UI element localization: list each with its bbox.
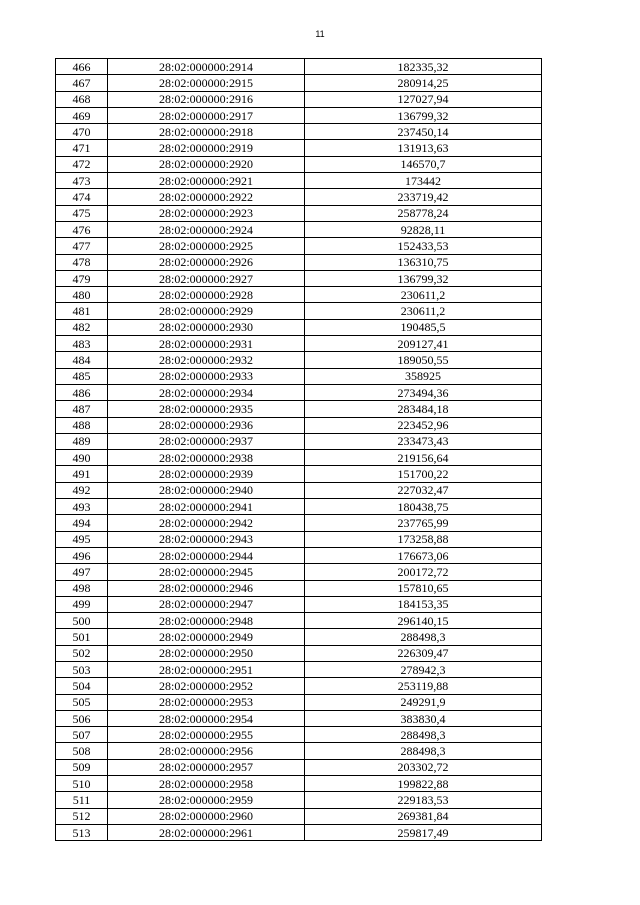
cadastral-number-cell: 28:02:000000:2924 — [108, 221, 305, 237]
cadastral-number-cell: 28:02:000000:2922 — [108, 189, 305, 205]
cadastral-number-cell: 28:02:000000:2916 — [108, 91, 305, 107]
table-row — [56, 270, 542, 286]
value-cell: 296140,15 — [305, 613, 542, 629]
table-row — [56, 189, 542, 205]
cadastral-number-cell: 28:02:000000:2920 — [108, 156, 305, 172]
value-cell: 253119,88 — [305, 678, 542, 694]
row-number-cell: 491 — [56, 466, 108, 482]
row-number-cell: 500 — [56, 613, 108, 629]
cadastral-number-cell: 28:02:000000:2918 — [108, 124, 305, 140]
value-cell: 237765,99 — [305, 515, 542, 531]
cadastral-number-cell: 28:02:000000:2940 — [108, 482, 305, 498]
row-number-cell: 474 — [56, 189, 108, 205]
row-number-cell: 480 — [56, 287, 108, 303]
cadastral-number-cell: 28:02:000000:2937 — [108, 433, 305, 449]
table-row — [56, 287, 542, 303]
cadastral-number-cell: 28:02:000000:2957 — [108, 759, 305, 775]
cadastral-number-cell: 28:02:000000:2955 — [108, 727, 305, 743]
cadastral-number-cell: 28:02:000000:2925 — [108, 238, 305, 254]
table-row — [56, 91, 542, 107]
row-number-cell: 512 — [56, 808, 108, 824]
value-cell: 182335,32 — [305, 59, 542, 75]
cadastral-number-cell: 28:02:000000:2931 — [108, 336, 305, 352]
cadastral-number-cell: 28:02:000000:2939 — [108, 466, 305, 482]
cadastral-number-cell: 28:02:000000:2948 — [108, 613, 305, 629]
page-number: 11 — [315, 29, 325, 39]
row-number-cell: 484 — [56, 352, 108, 368]
row-number-cell: 508 — [56, 743, 108, 759]
cadastral-number-cell: 28:02:000000:2914 — [108, 59, 305, 75]
table-row — [56, 319, 542, 335]
table-row — [56, 205, 542, 221]
row-number-cell: 510 — [56, 776, 108, 792]
row-number-cell: 513 — [56, 824, 108, 840]
value-cell: 136799,32 — [305, 107, 542, 123]
value-cell: 131913,63 — [305, 140, 542, 156]
row-number-cell: 467 — [56, 75, 108, 91]
row-number-cell: 475 — [56, 205, 108, 221]
value-cell: 233473,43 — [305, 433, 542, 449]
value-cell: 383830,4 — [305, 710, 542, 726]
table-row — [56, 75, 542, 91]
cadastral-number-cell: 28:02:000000:2935 — [108, 401, 305, 417]
value-cell: 219156,64 — [305, 450, 542, 466]
table-row — [56, 466, 542, 482]
cadastral-number-cell: 28:02:000000:2926 — [108, 254, 305, 270]
value-cell: 269381,84 — [305, 808, 542, 824]
cadastral-number-cell: 28:02:000000:2942 — [108, 515, 305, 531]
row-number-cell: 496 — [56, 547, 108, 563]
table-row — [56, 824, 542, 840]
cadastral-number-cell: 28:02:000000:2949 — [108, 629, 305, 645]
cadastral-number-cell: 28:02:000000:2946 — [108, 580, 305, 596]
value-cell: 233719,42 — [305, 189, 542, 205]
value-cell: 209127,41 — [305, 336, 542, 352]
row-number-cell: 509 — [56, 759, 108, 775]
cadastral-number-cell: 28:02:000000:2915 — [108, 75, 305, 91]
table-row — [56, 776, 542, 792]
table-row — [56, 368, 542, 384]
row-number-cell: 486 — [56, 384, 108, 400]
row-number-cell: 481 — [56, 303, 108, 319]
cadastral-number-cell: 28:02:000000:2960 — [108, 808, 305, 824]
table-row — [56, 499, 542, 515]
value-cell: 189050,55 — [305, 352, 542, 368]
table-row — [56, 564, 542, 580]
row-number-cell: 502 — [56, 645, 108, 661]
row-number-cell: 469 — [56, 107, 108, 123]
table-row — [56, 547, 542, 563]
table-row — [56, 140, 542, 156]
cadastral-number-cell: 28:02:000000:2951 — [108, 661, 305, 677]
table-row — [56, 792, 542, 808]
value-cell: 288498,3 — [305, 629, 542, 645]
table-row — [56, 107, 542, 123]
table-row — [56, 450, 542, 466]
value-cell: 230611,2 — [305, 287, 542, 303]
cadastral-number-cell: 28:02:000000:2921 — [108, 173, 305, 189]
value-cell: 230611,2 — [305, 303, 542, 319]
cadastral-number-cell: 28:02:000000:2961 — [108, 824, 305, 840]
value-cell: 229183,53 — [305, 792, 542, 808]
table-row — [56, 727, 542, 743]
table-row — [56, 156, 542, 172]
cadastral-number-cell: 28:02:000000:2936 — [108, 417, 305, 433]
table-row — [56, 173, 542, 189]
row-number-cell: 494 — [56, 515, 108, 531]
table-row — [56, 596, 542, 612]
row-number-cell: 466 — [56, 59, 108, 75]
table-row — [56, 336, 542, 352]
table-row — [56, 384, 542, 400]
cadastral-number-cell: 28:02:000000:2943 — [108, 531, 305, 547]
row-number-cell: 471 — [56, 140, 108, 156]
table-row — [56, 678, 542, 694]
value-cell: 127027,94 — [305, 91, 542, 107]
value-cell: 237450,14 — [305, 124, 542, 140]
cadastral-number-cell: 28:02:000000:2941 — [108, 499, 305, 515]
table-row — [56, 743, 542, 759]
cadastral-number-cell: 28:02:000000:2930 — [108, 319, 305, 335]
table-row — [56, 254, 542, 270]
table-row — [56, 645, 542, 661]
value-cell: 200172,72 — [305, 564, 542, 580]
cadastral-number-cell: 28:02:000000:2952 — [108, 678, 305, 694]
cadastral-number-cell: 28:02:000000:2938 — [108, 450, 305, 466]
value-cell: 249291,9 — [305, 694, 542, 710]
row-number-cell: 495 — [56, 531, 108, 547]
table-row — [56, 661, 542, 677]
value-cell: 278942,3 — [305, 661, 542, 677]
value-cell: 259817,49 — [305, 824, 542, 840]
value-cell: 283484,18 — [305, 401, 542, 417]
value-cell: 280914,25 — [305, 75, 542, 91]
table-row — [56, 59, 542, 75]
cadastral-number-cell: 28:02:000000:2945 — [108, 564, 305, 580]
row-number-cell: 487 — [56, 401, 108, 417]
value-cell: 151700,22 — [305, 466, 542, 482]
row-number-cell: 488 — [56, 417, 108, 433]
cadastral-number-cell: 28:02:000000:2950 — [108, 645, 305, 661]
value-cell: 227032,47 — [305, 482, 542, 498]
cadastral-number-cell: 28:02:000000:2927 — [108, 270, 305, 286]
value-cell: 358925 — [305, 368, 542, 384]
table-row — [56, 580, 542, 596]
value-cell: 180438,75 — [305, 499, 542, 515]
value-cell: 199822,88 — [305, 776, 542, 792]
cadastral-number-cell: 28:02:000000:2953 — [108, 694, 305, 710]
table-row — [56, 613, 542, 629]
table-row — [56, 710, 542, 726]
value-cell: 190485,5 — [305, 319, 542, 335]
value-cell: 203302,72 — [305, 759, 542, 775]
row-number-cell: 472 — [56, 156, 108, 172]
row-number-cell: 468 — [56, 91, 108, 107]
table-row — [56, 417, 542, 433]
cadastral-number-cell: 28:02:000000:2934 — [108, 384, 305, 400]
row-number-cell: 497 — [56, 564, 108, 580]
row-number-cell: 511 — [56, 792, 108, 808]
value-cell: 184153,35 — [305, 596, 542, 612]
row-number-cell: 483 — [56, 336, 108, 352]
registry-table — [55, 58, 542, 841]
table-row — [56, 515, 542, 531]
cadastral-number-cell: 28:02:000000:2928 — [108, 287, 305, 303]
cadastral-number-cell: 28:02:000000:2933 — [108, 368, 305, 384]
row-number-cell: 501 — [56, 629, 108, 645]
table-row — [56, 238, 542, 254]
row-number-cell: 504 — [56, 678, 108, 694]
table-row — [56, 759, 542, 775]
cadastral-number-cell: 28:02:000000:2944 — [108, 547, 305, 563]
row-number-cell: 485 — [56, 368, 108, 384]
value-cell: 288498,3 — [305, 727, 542, 743]
value-cell: 226309,47 — [305, 645, 542, 661]
row-number-cell: 493 — [56, 499, 108, 515]
row-number-cell: 478 — [56, 254, 108, 270]
row-number-cell: 499 — [56, 596, 108, 612]
cadastral-number-cell: 28:02:000000:2919 — [108, 140, 305, 156]
table-row — [56, 221, 542, 237]
value-cell: 173258,88 — [305, 531, 542, 547]
table-row — [56, 694, 542, 710]
value-cell: 273494,36 — [305, 384, 542, 400]
value-cell: 136799,32 — [305, 270, 542, 286]
row-number-cell: 505 — [56, 694, 108, 710]
row-number-cell: 477 — [56, 238, 108, 254]
table-row — [56, 352, 542, 368]
table-row — [56, 433, 542, 449]
row-number-cell: 489 — [56, 433, 108, 449]
row-number-cell: 507 — [56, 727, 108, 743]
row-number-cell: 492 — [56, 482, 108, 498]
cadastral-number-cell: 28:02:000000:2959 — [108, 792, 305, 808]
cadastral-number-cell: 28:02:000000:2923 — [108, 205, 305, 221]
value-cell: 223452,96 — [305, 417, 542, 433]
value-cell: 258778,24 — [305, 205, 542, 221]
table-row — [56, 401, 542, 417]
value-cell: 146570,7 — [305, 156, 542, 172]
table-row — [56, 629, 542, 645]
row-number-cell: 506 — [56, 710, 108, 726]
cadastral-number-cell: 28:02:000000:2956 — [108, 743, 305, 759]
row-number-cell: 473 — [56, 173, 108, 189]
row-number-cell: 470 — [56, 124, 108, 140]
value-cell: 92828,11 — [305, 221, 542, 237]
row-number-cell: 482 — [56, 319, 108, 335]
value-cell: 173442 — [305, 173, 542, 189]
value-cell: 157810,65 — [305, 580, 542, 596]
value-cell: 136310,75 — [305, 254, 542, 270]
cadastral-number-cell: 28:02:000000:2932 — [108, 352, 305, 368]
cadastral-number-cell: 28:02:000000:2958 — [108, 776, 305, 792]
row-number-cell: 490 — [56, 450, 108, 466]
cadastral-number-cell: 28:02:000000:2947 — [108, 596, 305, 612]
table-row — [56, 531, 542, 547]
table-row — [56, 124, 542, 140]
row-number-cell: 503 — [56, 661, 108, 677]
row-number-cell: 476 — [56, 221, 108, 237]
value-cell: 288498,3 — [305, 743, 542, 759]
value-cell: 176673,06 — [305, 547, 542, 563]
table-row — [56, 808, 542, 824]
cadastral-number-cell: 28:02:000000:2917 — [108, 107, 305, 123]
table-row — [56, 482, 542, 498]
row-number-cell: 498 — [56, 580, 108, 596]
registry-table-body — [56, 59, 542, 841]
cadastral-number-cell: 28:02:000000:2929 — [108, 303, 305, 319]
row-number-cell: 479 — [56, 270, 108, 286]
value-cell: 152433,53 — [305, 238, 542, 254]
cadastral-number-cell: 28:02:000000:2954 — [108, 710, 305, 726]
table-row — [56, 303, 542, 319]
